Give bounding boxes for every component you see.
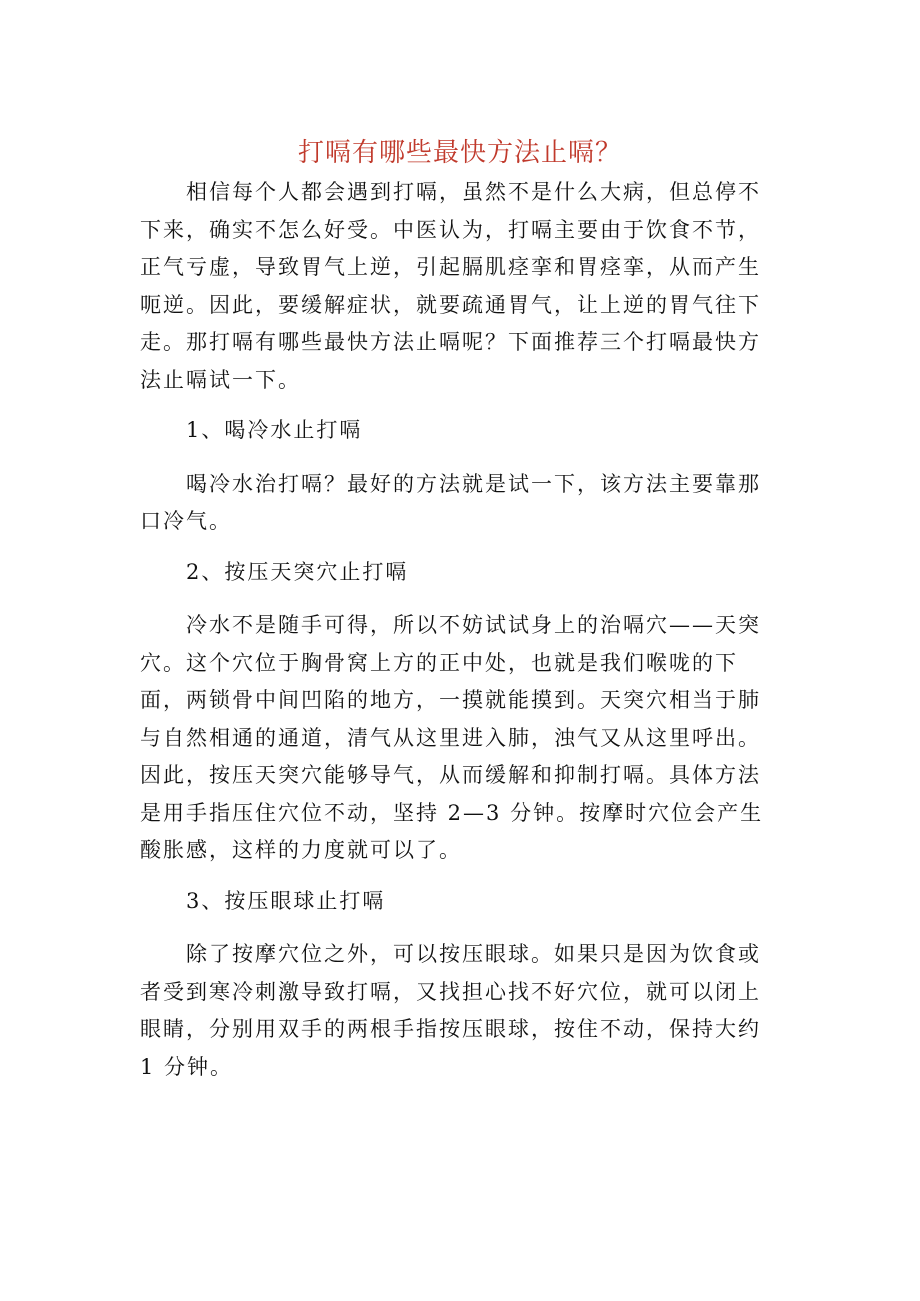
document-content [140, 174, 782, 1099]
section-heading-2: 2、按压天突穴止打嗝 [186, 559, 409, 584]
section-body-3: 除了按摩穴位之外，可以按压眼球。如果只是因为饮食或者受到寒冷刺激导致打嗝，又找担心找不好穴位，就可以闭上眼睛，分别用双手的两根手指按压眼球，按住不动，保持大约 1 分钟。 [140, 942, 761, 1079]
section-heading-3: 3、按压眼球止打嗝 [186, 888, 386, 913]
intro-paragraph: 相信每个人都会遇到打嗝，虽然不是什么大病，但总停不下来，确实不怎么好受。中医认为，打嗝主要由于饮食不节，正气亏虚，导致胃气上逆，引起膈肌痉挛和胃痉挛，从而产生呃逆。因此，要缓解症状，就要疏通胃气，让上逆的胃气往下走。那打嗝有哪些最快方法止嗝呢？下面推荐三个打嗝最快方法止嗝试一下。 [140, 180, 761, 392]
document-title: 打嗝有哪些最快方法止嗝？ [297, 138, 622, 168]
section-body-2: 冷水不是随手可得，所以不妨试试身上的治嗝穴——天突穴。这个穴位于胸骨窝上方的正中处，也就是我们喉咙的下面，两锁骨中间凹陷的地方，一摸就能摸到。天突穴相当于肺与自然相通的通道，清气从这里进入肺，浊气又从这里呼出。因此，按压天突穴能够导气，从而缓解和抑制打嗝。具体方法是用手指压住穴位不动，坚持 2—3 分钟。按摩时穴位会产生酸胀感，这样的力度就可以了。 [140, 613, 764, 862]
section-heading-1: 1、喝冷水止打嗝 [186, 418, 363, 442]
section-body-1: 喝冷水治打嗝？最好的方法就是试一下，该方法主要靠那口冷气。 [140, 471, 761, 533]
